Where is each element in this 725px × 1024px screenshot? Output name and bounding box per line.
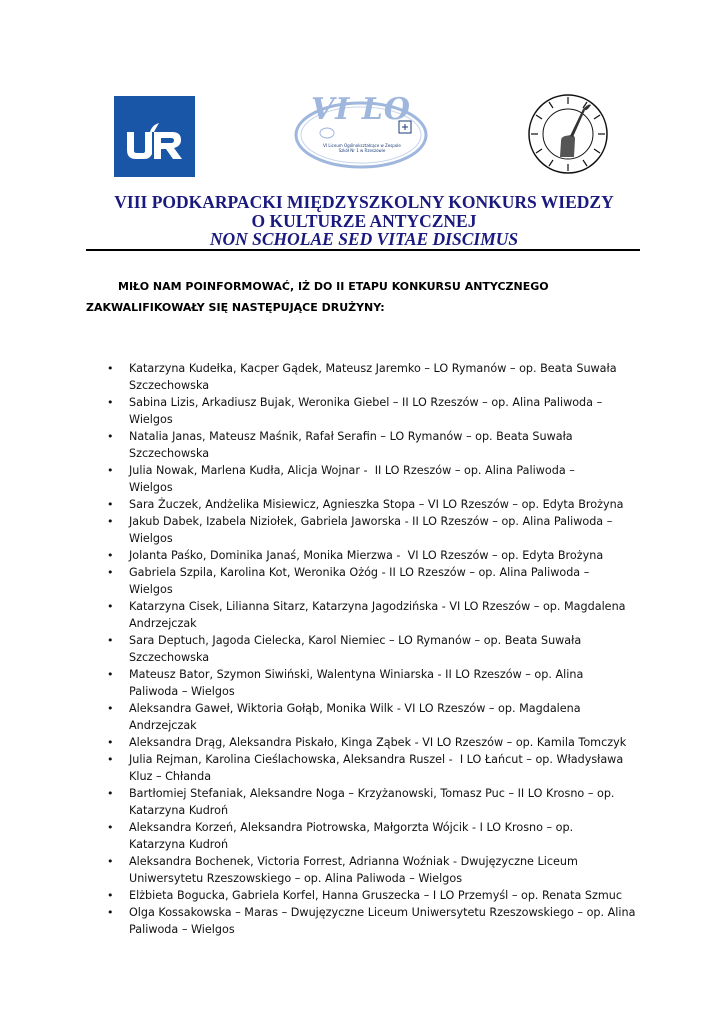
bullet-icon: • xyxy=(107,668,114,681)
bullet-icon: • xyxy=(107,787,114,800)
vilo-logo-title: VI LO xyxy=(311,92,411,127)
team-entry-text: Sara Żuczek, Andżelika Misiewicz, Agnieszka Stopa – VI LO Rzeszów – op. Edyta Brożyna xyxy=(129,498,624,511)
team-entry-text: Aleksandra Bochenek, Victoria Forrest, Adrianna Woźniak - Dwujęzyczne Liceum Uniwersytetu Rzeszowskiego – op. Alina Paliwoda – Wielgos xyxy=(129,855,578,885)
bullet-icon: • xyxy=(107,498,114,511)
list-item xyxy=(104,564,644,598)
bullet-icon: • xyxy=(107,736,114,749)
list-item xyxy=(104,751,644,785)
list-item xyxy=(104,428,644,462)
list-item xyxy=(104,360,644,394)
bullet-icon: • xyxy=(107,549,114,562)
team-entry-text: Julia Rejman, Karolina Cieślachowska, Aleksandra Ruszel - I LO Łańcut – op. Władysława Kluz – Chłanda xyxy=(129,753,624,783)
list-item xyxy=(104,819,644,853)
bullet-icon: • xyxy=(107,515,114,528)
team-entry-text: Gabriela Szpila, Karolina Kot, Weronika Ożóg - II LO Rzeszów – op. Alina Paliwoda – Wielgos xyxy=(129,566,590,596)
title-line-1: VIII PODKARPACKI MIĘDZYSZKOLNY KONKURS WIEDZY xyxy=(114,192,614,212)
list-item xyxy=(104,785,644,819)
bullet-icon: • xyxy=(107,855,114,868)
list-item xyxy=(104,496,644,513)
intro-line-2: ZAKWALIFIKOWAŁY SIĘ NASTĘPUJĄCE DRUŻYNY: xyxy=(86,301,385,314)
title-divider xyxy=(86,249,640,251)
team-entry-text: Katarzyna Cisek, Lilianna Sitarz, Katarzyna Jagodzińska - VI LO Rzeszów – op. Magdalena Andrzejczak xyxy=(129,600,626,630)
list-item xyxy=(104,853,644,887)
title-motto: NON SCHOLAE SED VITAE DISCIMUS xyxy=(209,229,519,249)
bullet-icon: • xyxy=(107,464,114,477)
bullet-icon: • xyxy=(107,396,114,409)
list-item xyxy=(104,734,644,751)
team-entry-text: Elżbieta Bogucka, Gabriela Korfel, Hanna Gruszecka – I LO Przemyśl – op. Renata Szmuc xyxy=(129,889,623,902)
bullet-icon: • xyxy=(107,430,114,443)
bullet-icon: • xyxy=(107,702,114,715)
kolo-logo xyxy=(527,93,609,175)
team-entry-text: Aleksandra Drąg, Aleksandra Piskało, Kinga Ząbek - VI LO Rzeszów – op. Kamila Tomczyk xyxy=(129,736,627,749)
team-entry-text: Sara Deptuch, Jagoda Cielecka, Karol Niemiec – LO Rymanów – op. Beata Suwała Szczechowska xyxy=(129,634,582,664)
team-entry-text: Jolanta Paśko, Dominika Janaś, Monika Mierzwa - VI LO Rzeszów – op. Edyta Brożyna xyxy=(129,549,604,562)
vilo-logo-caption: VI Liceum Ogólnokształcące w Zespole Szkół Nr 1 w Rzeszowie xyxy=(323,143,401,153)
list-item xyxy=(104,887,644,904)
team-entry-text: Aleksandra Gaweł, Wiktoria Gołąb, Monika Wilk - VI LO Rzeszów – op. Magdalena Andrzejczak xyxy=(129,702,581,732)
list-item xyxy=(104,632,644,666)
vilo-logo xyxy=(293,93,429,170)
team-entry-text: Bartłomiej Stefaniak, Aleksandre Noga – Krzyżanowski, Tomasz Puc – II LO Krosno – op. Katarzyna Kudroń xyxy=(129,787,615,817)
list-item xyxy=(104,598,644,632)
bullet-icon: • xyxy=(107,362,114,375)
team-entry-text: Aleksandra Korzeń, Aleksandra Piotrowska, Małgorzta Wójcik - I LO Krosno – op. Katarzyna Kudroń xyxy=(129,821,574,851)
list-item xyxy=(104,462,644,496)
ur-logo-mark xyxy=(114,96,195,177)
list-item xyxy=(104,394,644,428)
team-entry-text: Katarzyna Kudełka, Kacper Gądek, Mateusz Jaremko – LO Rymanów – op. Beata Suwała Szczechowska xyxy=(129,362,617,392)
bullet-icon: • xyxy=(107,753,114,766)
ur-logo xyxy=(114,96,195,177)
bullet-icon: • xyxy=(107,634,114,647)
bullet-icon: • xyxy=(107,821,114,834)
intro-paragraph xyxy=(86,276,646,318)
student-circle-icon xyxy=(527,93,609,175)
title-line-2: O KULTURZE ANTYCZNEJ xyxy=(251,211,477,231)
team-entry-text: Mateusz Bator, Szymon Siwiński, Walentyna Winiarska - II LO Rzeszów – op. Alina Paliwoda – Wielgos xyxy=(129,668,584,698)
list-item xyxy=(104,513,644,547)
list-item xyxy=(104,547,644,564)
team-entry-text: Sabina Lizis, Arkadiusz Bujak, Weronika Giebel – II LO Rzeszów – op. Alina Paliwoda – Wielgos xyxy=(129,396,603,426)
team-entry-text: Jakub Dabek, Izabela Niziołek, Gabriela Jaworska - II LO Rzeszów – op. Alina Paliwoda – Wielgos xyxy=(129,515,613,545)
team-list xyxy=(104,360,644,938)
team-entry-text: Natalia Janas, Mateusz Maśnik, Rafał Serafin – LO Rymanów – op. Beata Suwała Szczechowska xyxy=(129,430,573,460)
list-item xyxy=(104,666,644,700)
team-entry-text: Julia Nowak, Marlena Kudła, Alicja Wojnar - II LO Rzeszów – op. Alina Paliwoda – Wielgos xyxy=(129,464,575,494)
bullet-icon: • xyxy=(107,906,114,919)
bullet-icon: • xyxy=(107,566,114,579)
bullet-icon: • xyxy=(107,600,114,613)
team-entry-text: Olga Kossakowska – Maras – Dwujęzyczne Liceum Uniwersytetu Rzeszowskiego – op. Alina Paliwoda – Wielgos xyxy=(129,906,636,936)
document-title xyxy=(88,193,640,249)
list-item xyxy=(104,700,644,734)
list-item xyxy=(104,904,644,938)
intro-line-1: MIŁO NAM POINFORMOWAĆ, IŻ DO II ETAPU KONKURSU ANTYCZNEGO xyxy=(118,280,549,293)
bullet-icon: • xyxy=(107,889,114,902)
